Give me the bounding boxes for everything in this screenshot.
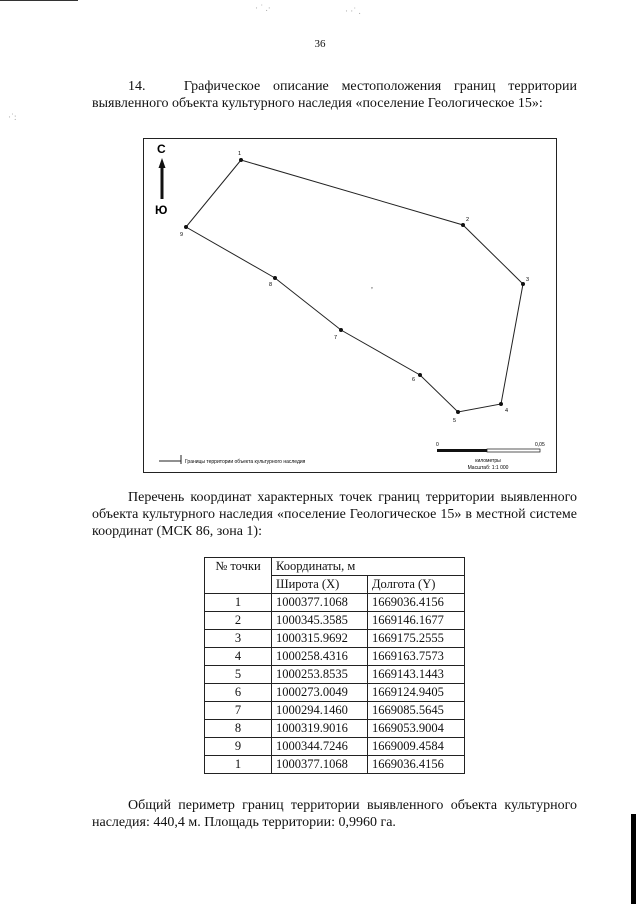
latitude-cell: 1000294.1460: [272, 702, 368, 720]
point-number-cell: 4: [205, 648, 272, 666]
longitude-cell: 1669036.4156: [368, 756, 465, 774]
boundary-map-svg: [144, 139, 556, 472]
table-row: [205, 594, 465, 612]
south-label: Ю: [155, 203, 168, 217]
latitude-cell: 1000253.8535: [272, 666, 368, 684]
point-number-cell: 5: [205, 666, 272, 684]
north-arrow: [155, 142, 167, 217]
longitude-cell: 1669124.9405: [368, 684, 465, 702]
coords-intro: [92, 489, 577, 540]
latitude-cell: 1000377.1068: [272, 594, 368, 612]
boundary-map: [143, 138, 557, 473]
boundary-point-3: [521, 282, 525, 286]
longitude-cell: 1669009.4584: [368, 738, 465, 756]
table-row: [205, 648, 465, 666]
boundary-point-label: 8: [269, 282, 273, 288]
latitude-cell: 1000258.4316: [272, 648, 368, 666]
legend-text: Границы территории объекта культурного наследия: [185, 459, 306, 465]
header-latitude: Широта (X): [272, 576, 368, 594]
boundary-point-label: 5: [453, 418, 457, 424]
boundary-point-label: 1: [238, 151, 242, 157]
section-text: Графическое описание местоположения границ территории выявленного объекта культурного наследия «поселение Геологическое 15»:: [92, 79, 577, 111]
summary-text: Общий периметр границ территории выявленного объекта культурного наследия: 440,4 м. Площадь территории: 0,9960 га.: [92, 798, 577, 830]
boundary-point-6: [418, 373, 422, 377]
table-row: [205, 612, 465, 630]
boundary-points: [180, 151, 529, 424]
longitude-cell: 1669053.9004: [368, 720, 465, 738]
legend: [159, 455, 306, 465]
boundary-point-7: [339, 328, 343, 332]
page-number: 36: [314, 38, 326, 50]
table-row: [205, 666, 465, 684]
boundary-point-label: 9: [180, 232, 184, 238]
longitude-cell: 1669036.4156: [368, 594, 465, 612]
scan-edge-bar: [631, 814, 636, 904]
scale-ratio: Масштаб: 1:1 000: [467, 465, 509, 471]
header-coordinates: Координаты, м: [272, 558, 465, 576]
point-number-cell: 6: [205, 684, 272, 702]
boundary-point-4: [499, 402, 503, 406]
point-number-cell: 2: [205, 612, 272, 630]
boundary-point-1: [239, 158, 243, 162]
point-number-cell: 8: [205, 720, 272, 738]
latitude-cell: 1000377.1068: [272, 756, 368, 774]
summary: [92, 797, 577, 831]
latitude-cell: 1000344.7246: [272, 738, 368, 756]
boundary-point-label: 3: [526, 277, 530, 283]
point-number-cell: 1: [205, 594, 272, 612]
scale-bar: [436, 442, 545, 471]
point-number-cell: 3: [205, 630, 272, 648]
top-rule: [0, 0, 78, 1]
boundary-point-label: 2: [466, 217, 470, 223]
longitude-cell: 1669085.5645: [368, 702, 465, 720]
latitude-cell: 1000315.9692: [272, 630, 368, 648]
header-longitude: Долгота (Y): [368, 576, 465, 594]
scale-start: 0: [436, 442, 439, 448]
longitude-cell: 1669163.7573: [368, 648, 465, 666]
latitude-cell: 1000273.0049: [272, 684, 368, 702]
scan-speck: · ·˙ .: [345, 6, 361, 16]
boundary-point-8: [273, 276, 277, 280]
scan-speck: ·˙:: [8, 112, 17, 122]
table-row: [205, 702, 465, 720]
longitude-cell: 1669146.1677: [368, 612, 465, 630]
boundary-point-5: [456, 410, 460, 414]
scan-speck: · ˙ .·: [255, 3, 271, 13]
coords-intro-text: Перечень координат характерных точек границ территории выявленного объекта культурного наследия «поселение Геологическое 15» в местной системе координат (МСК 86, зона 1):: [92, 490, 577, 539]
stray-mark: ,: [371, 281, 373, 290]
boundary-point-label: 4: [505, 408, 509, 414]
longitude-cell: 1669175.2555: [368, 630, 465, 648]
point-number-cell: 1: [205, 756, 272, 774]
latitude-cell: 1000345.3585: [272, 612, 368, 630]
point-number-cell: 9: [205, 738, 272, 756]
longitude-cell: 1669143.1443: [368, 666, 465, 684]
point-number-cell: 7: [205, 702, 272, 720]
territory-boundary: [186, 160, 523, 412]
table-row: [205, 756, 465, 774]
table-row: [205, 720, 465, 738]
coordinates-table: [204, 557, 465, 774]
scale-segment: [487, 449, 540, 452]
table-row: [205, 630, 465, 648]
scale-unit: километры: [475, 458, 501, 464]
boundary-point-label: 6: [412, 377, 416, 383]
header-point-number: № точки: [205, 558, 272, 594]
north-label: С: [157, 142, 166, 156]
boundary-point-9: [184, 225, 188, 229]
table-header-row: [205, 558, 465, 576]
scale-segment: [437, 449, 487, 452]
boundary-point-label: 7: [334, 335, 338, 341]
scale-end: 0,05: [535, 442, 545, 448]
section-heading: [92, 78, 577, 112]
table-row: [205, 738, 465, 756]
section-number: 14.: [128, 79, 146, 94]
latitude-cell: 1000319.9016: [272, 720, 368, 738]
boundary-point-2: [461, 223, 465, 227]
table-row: [205, 684, 465, 702]
